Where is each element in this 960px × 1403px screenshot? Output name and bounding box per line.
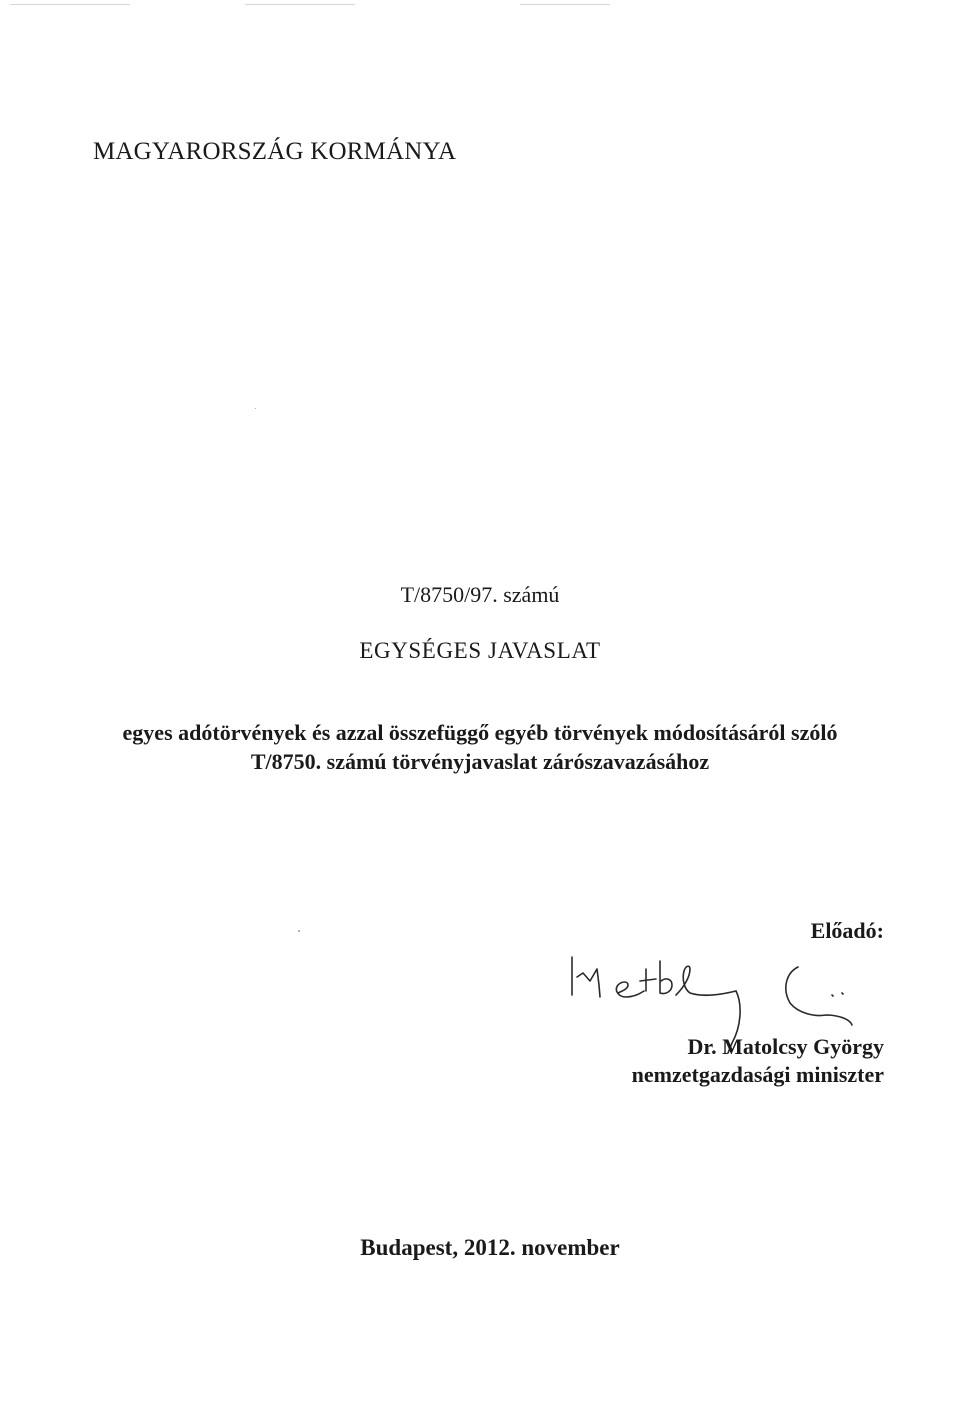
subject-line: T/8750. számú törvényjavaslat zárószavazásához xyxy=(250,749,710,774)
scan-speck xyxy=(298,930,300,932)
presenter-name: Dr. Matolcsy György xyxy=(687,1034,884,1059)
scan-artifact-line xyxy=(245,4,355,5)
document-subject xyxy=(0,718,960,776)
subject-line: egyes adótörvények és azzal összefüggő egyéb törvények módosításáról szóló xyxy=(122,720,838,745)
scan-artifact-line xyxy=(520,4,610,5)
scan-artifact-line xyxy=(10,4,130,5)
issuer-heading: MAGYARORSZÁG KORMÁNYA xyxy=(93,138,457,165)
scan-speck xyxy=(255,408,256,409)
presenter-label: Előadó: xyxy=(810,918,884,943)
document-type-title: EGYSÉGES JAVASLAT xyxy=(359,638,601,663)
place-and-date: Budapest, 2012. november xyxy=(360,1235,620,1260)
presenter-title: nemzetgazdasági miniszter xyxy=(631,1062,884,1087)
document-number: T/8750/97. számú xyxy=(400,582,560,607)
